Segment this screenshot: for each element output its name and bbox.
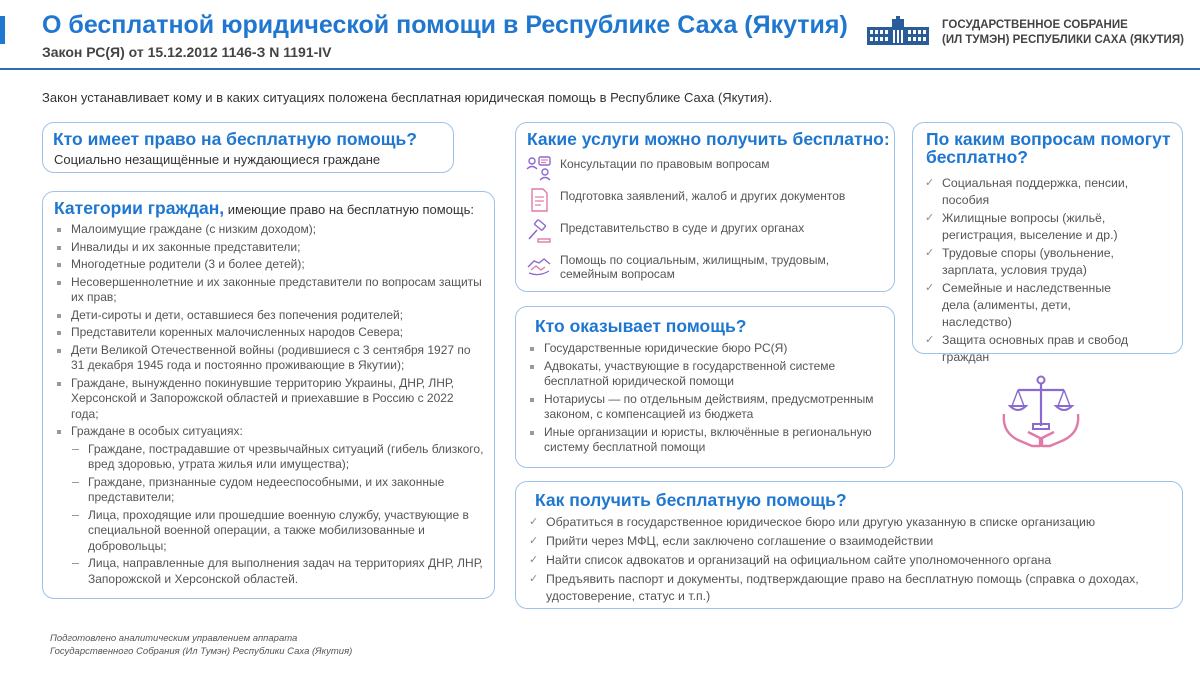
categories-subtitle: имеющие право на бесплатную помощь:	[224, 202, 474, 217]
sub-list-item: Граждане, пострадавшие от чрезвычайных ситуаций (гибель близкого, вред здоровью, утрата жилья или имущества);	[54, 442, 484, 473]
services-title: Какие услуги можно получить бесплатно:	[527, 129, 890, 149]
service-label: Подготовка заявлений, жалоб и других документов	[560, 189, 846, 203]
service-item-representation	[526, 219, 886, 247]
list-item: Дети Великой Отечественной войны (родившиеся с 3 сентября 1927 по 31 декабря 1945 года и постоянно проживающие в Якутии);	[54, 343, 484, 374]
list-item: Многодетные родители (3 и более детей);	[54, 257, 484, 273]
intro-text: Закон устанавливает кому и в каких ситуациях положена бесплатная юридическая помощь в Республике Саха (Якутия).	[42, 90, 773, 105]
list-item: ✓ Предъявить паспорт и документы, подтверждающие право на бесплатную помощь (справка о доходах, удостоверение, статус и т.п.)	[528, 571, 1168, 605]
footer-line1: Подготовлено аналитическим управлением аппарата	[50, 633, 298, 644]
list-item: Граждане, вынужденно покинувшие территорию Украины, ДНР, ЛНР, Херсонской и Запорожской областей и приехавшие в Россию с 2022 года;	[54, 376, 484, 423]
issues-list	[924, 175, 1136, 367]
header-divider	[0, 68, 1200, 70]
sub-list-item: Лица, направленные для выполнения задач на территориях ДНР, ЛНР, Запорожской и Херсонской областей.	[54, 556, 484, 587]
categories-list	[54, 222, 484, 589]
services-card	[515, 122, 895, 292]
consultation-icon	[526, 155, 552, 181]
gavel-icon	[526, 219, 552, 245]
providers-title: Кто оказывает помощь?	[535, 316, 747, 336]
title-accent-bar	[0, 16, 5, 44]
list-item: Адвокаты, участвующие в государственной системе бесплатной юридической помощи	[527, 359, 889, 390]
list-item: ✓ Прийти через МФЦ, если заключено соглашение о взаимодействии	[528, 533, 1168, 550]
list-item: Малоимущие граждане (с низким доходом);	[54, 222, 484, 238]
issues-card	[912, 122, 1183, 364]
footer-line2: Государственного Собрания (Ил Тумэн) Республики Саха (Якутия)	[50, 646, 353, 657]
service-item-documents	[526, 187, 886, 215]
categories-title: Категории граждан,	[54, 198, 225, 218]
list-item: Нотариусы — по отдельным действиям, предусмотренным законом, с компенсацией из бюджета	[527, 392, 889, 423]
list-item: ✓ Семейные и наследственные дела (алименты, дети, наследство)	[924, 280, 1136, 331]
categories-card	[42, 191, 495, 599]
law-reference: Закон РС(Я) от 15.12.2012 1146-З N 1191-IV	[42, 44, 332, 60]
organization-name-line2: (ИЛ ТУМЭН) РЕСПУБЛИКИ САХА (ЯКУТИЯ)	[942, 34, 1184, 46]
list-item: ✓ Социальная поддержка, пенсии, пособия	[924, 175, 1136, 209]
providers-list	[527, 341, 889, 458]
organization-name	[942, 18, 1184, 48]
who-card	[42, 122, 454, 173]
document-icon	[526, 187, 552, 213]
list-item: Дети-сироты и дети, оставшиеся без попечения родителей;	[54, 308, 484, 324]
service-label: Представительство в суде и других органах	[560, 221, 805, 235]
list-item: Инвалиды и их законные представители;	[54, 240, 484, 256]
service-label: Помощь по социальным, жилищным, трудовым, семейным вопросам	[560, 253, 830, 281]
sub-list-item: Лица, проходящие или прошедшие военную службу, участвующие в специальной военной операции, а также мобилизованные и добровольцы;	[54, 508, 484, 555]
list-item: ✓ Найти список адвокатов и организаций на официальном сайте уполномоченного органа	[528, 552, 1168, 569]
issues-title-line1: По каким вопросам помогут	[926, 129, 1171, 149]
page-title: О бесплатной юридической помощи в Республике Саха (Якутия)	[42, 11, 848, 39]
list-item: Иные организации и юристы, включённые в региональную систему бесплатной помощи	[527, 425, 889, 456]
service-item-assistance	[526, 251, 886, 283]
list-item: ✓ Обратиться в государственное юридическое бюро или другую указанную в списке организацию	[528, 514, 1168, 531]
scales-of-justice-icon	[1000, 374, 1082, 456]
sub-list-item: Граждане, признанные судом недееспособными, и их законные представители;	[54, 475, 484, 506]
list-item: Представители коренных малочисленных народов Севера;	[54, 325, 484, 341]
list-item: Граждане в особых ситуациях:	[54, 424, 484, 440]
list-item: Государственные юридические бюро РС(Я)	[527, 341, 889, 357]
list-item: ✓ Трудовые споры (увольнение, зарплата, условия труда)	[924, 245, 1136, 279]
who-text: Социально незащищённые и нуждающиеся граждане	[54, 152, 381, 167]
howto-card	[515, 481, 1183, 609]
parliament-building-icon	[866, 15, 930, 47]
list-item: ✓ Жилищные вопросы (жильё, регистрация, выселение и др.)	[924, 210, 1136, 244]
list-item: ✓ Защита основных прав и свобод граждан	[924, 332, 1136, 366]
howto-title: Как получить бесплатную помощь?	[535, 490, 847, 510]
list-item: Несовершеннолетние и их законные представители по вопросам защиты их прав;	[54, 275, 484, 306]
organization-name-line1: ГОСУДАРСТВЕННОЕ СОБРАНИЕ	[942, 19, 1128, 31]
howto-list	[528, 514, 1168, 606]
issues-title-line2: бесплатно?	[926, 147, 1028, 167]
service-item-consultation	[526, 155, 886, 183]
service-label: Консультации по правовым вопросам	[560, 157, 770, 171]
who-title: Кто имеет право на бесплатную помощь?	[53, 129, 417, 149]
categories-heading	[54, 198, 474, 219]
footer-credit	[50, 632, 352, 658]
handshake-icon	[526, 251, 552, 277]
providers-card	[515, 306, 895, 468]
issues-title	[926, 130, 1176, 166]
